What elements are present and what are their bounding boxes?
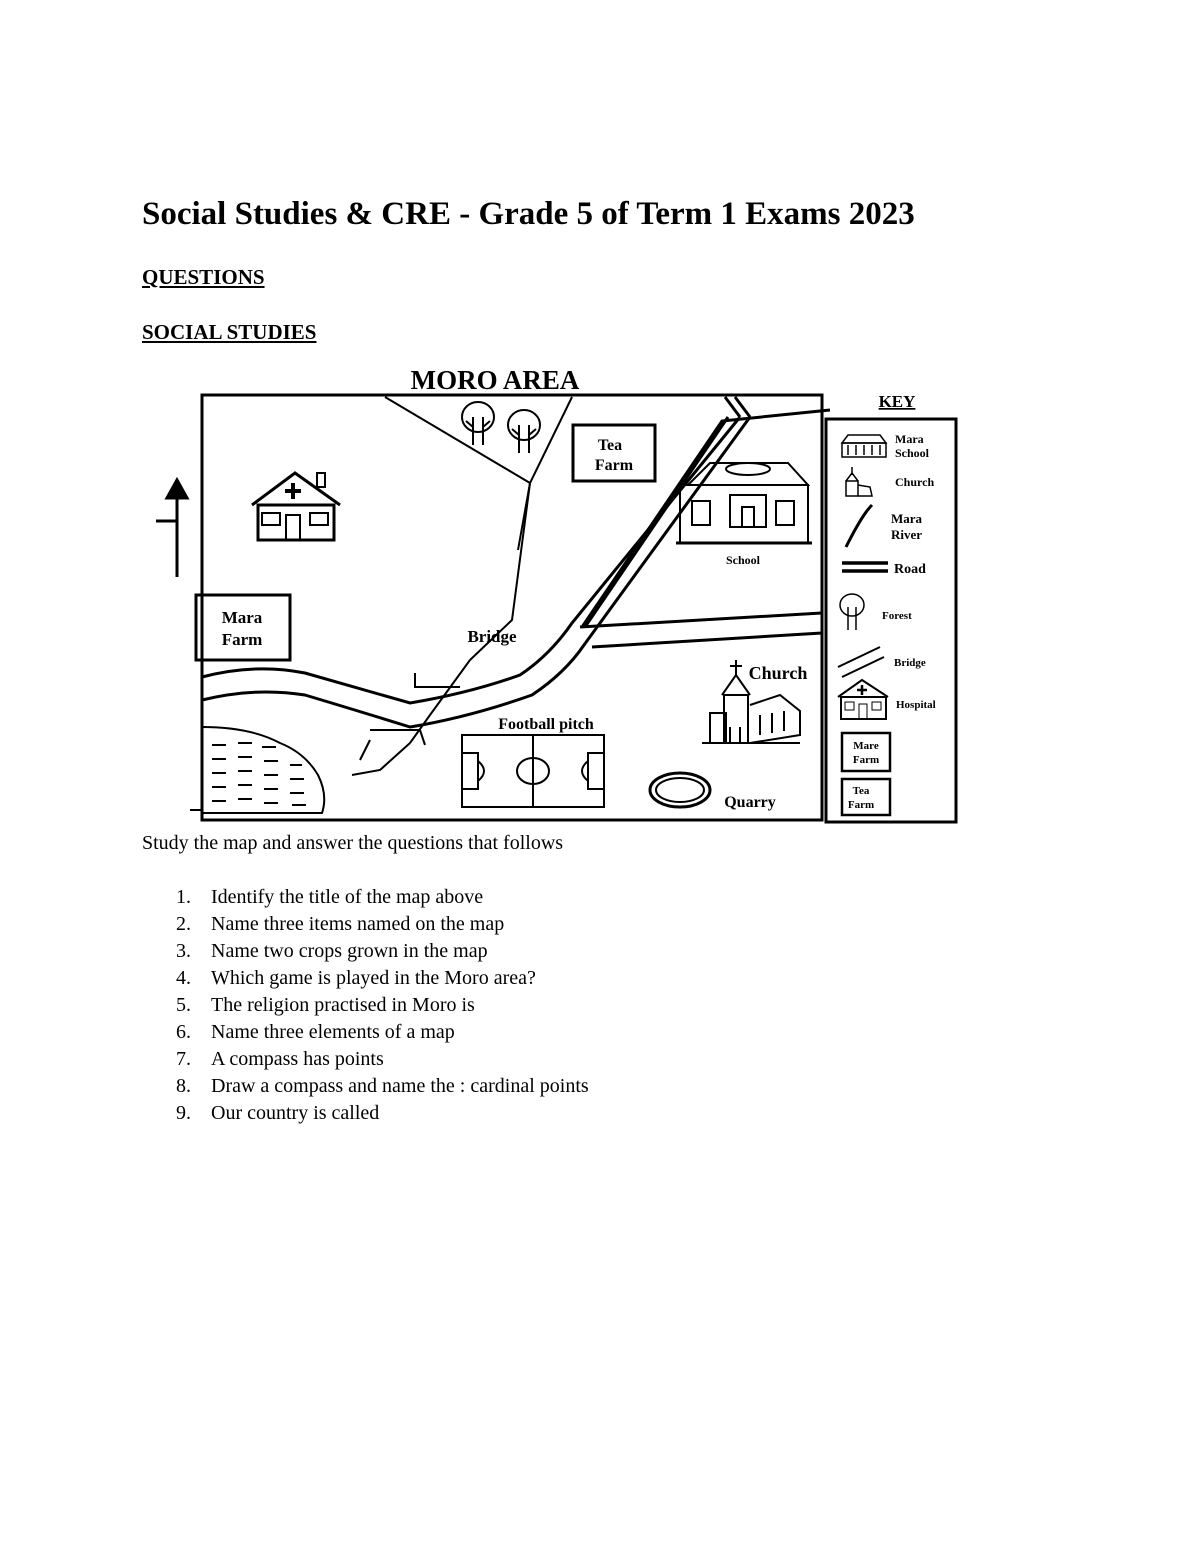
quarry-icon (650, 773, 710, 807)
key-label-mare-farm-1: Mare (853, 740, 879, 752)
question-number: 7. (176, 1048, 191, 1070)
key-label-hospital: Hospital (896, 699, 936, 711)
question-number: 8. (176, 1075, 191, 1097)
quarry-label: Quarry (724, 794, 776, 811)
mara-farm-box (196, 595, 290, 660)
bridge-label: Bridge (467, 627, 517, 646)
social-studies-heading: SOCIAL STUDIES (142, 320, 317, 344)
question-number: 5. (176, 994, 191, 1016)
key-bridge-icon (838, 647, 884, 677)
key-heading: KEY (878, 392, 916, 411)
question-text: A compass has points (211, 1048, 384, 1070)
question-item (142, 884, 589, 911)
key-label-forest: Forest (882, 610, 912, 622)
swamp-icon (202, 727, 324, 813)
question-text: Name three elements of a map (211, 1021, 455, 1043)
question-number: 6. (176, 1021, 191, 1043)
key-school-icon (842, 435, 886, 457)
map-title: MORO AREA (410, 365, 580, 395)
key-label-bridge: Bridge (894, 657, 926, 669)
key-church-icon (846, 467, 872, 496)
question-number: 2. (176, 913, 191, 935)
questions-heading: QUESTIONS (142, 265, 265, 289)
question-text: Our country is called (211, 1102, 380, 1124)
key-label-river-2: River (891, 527, 923, 542)
map-frame (202, 395, 822, 820)
moro-area-map (140, 355, 960, 830)
key-label-tea-farm-2: Farm (847, 799, 875, 811)
church-label: Church (748, 663, 808, 683)
question-item (142, 1019, 589, 1046)
question-text: Draw a compass and name the : cardinal points (211, 1075, 589, 1097)
questions-list (142, 884, 589, 1127)
document-title: Social Studies & CRE - Grade 5 of Term 1 Exams 2023 (142, 196, 915, 232)
key-river-icon (846, 505, 872, 547)
mara-farm-label-1: Mara (221, 608, 263, 627)
question-number: 1. (176, 886, 191, 908)
question-text: Name two crops grown in the map (211, 940, 488, 962)
question-item (142, 1046, 589, 1073)
question-text: The religion practised in Moro is (211, 994, 475, 1016)
football-pitch-icon (462, 735, 604, 807)
tea-farm-label-1: Tea (597, 437, 623, 454)
key-hospital-icon (838, 680, 888, 719)
key-label-school-2: School (895, 446, 930, 460)
north-arrow-icon (156, 480, 187, 577)
key-label-church: Church (895, 475, 935, 489)
question-item (142, 911, 589, 938)
question-item (142, 992, 589, 1019)
school-icon (676, 463, 812, 543)
key-label-road: Road (894, 562, 926, 577)
key-road-icon (842, 563, 888, 571)
forest-icon (462, 402, 540, 453)
mara-river-icon (202, 397, 750, 727)
tea-farm-label-2: Farm (594, 457, 634, 474)
key-forest-icon (840, 594, 864, 630)
question-item (142, 1073, 589, 1100)
question-number: 4. (176, 967, 191, 989)
school-label: School (725, 553, 761, 567)
question-text: Name three items named on the map (211, 913, 505, 935)
question-item (142, 965, 589, 992)
question-number: 9. (176, 1102, 191, 1124)
mara-farm-label-2: Farm (221, 630, 263, 649)
question-item (142, 1100, 589, 1127)
key-label-tea-farm-1: Tea (852, 785, 870, 797)
instructions-text: Study the map and answer the questions that follows (142, 832, 564, 854)
hospital-icon (252, 473, 340, 540)
key-label-school-1: Mara (895, 432, 924, 446)
question-item (142, 938, 589, 965)
key-label-river-1: Mara (891, 511, 923, 526)
question-number: 3. (176, 940, 191, 962)
football-pitch-label: Football pitch (498, 716, 594, 733)
key-label-mare-farm-2: Farm (852, 754, 880, 766)
question-text: Identify the title of the map above (211, 886, 484, 908)
question-text: Which game is played in the Moro area? (211, 967, 536, 989)
